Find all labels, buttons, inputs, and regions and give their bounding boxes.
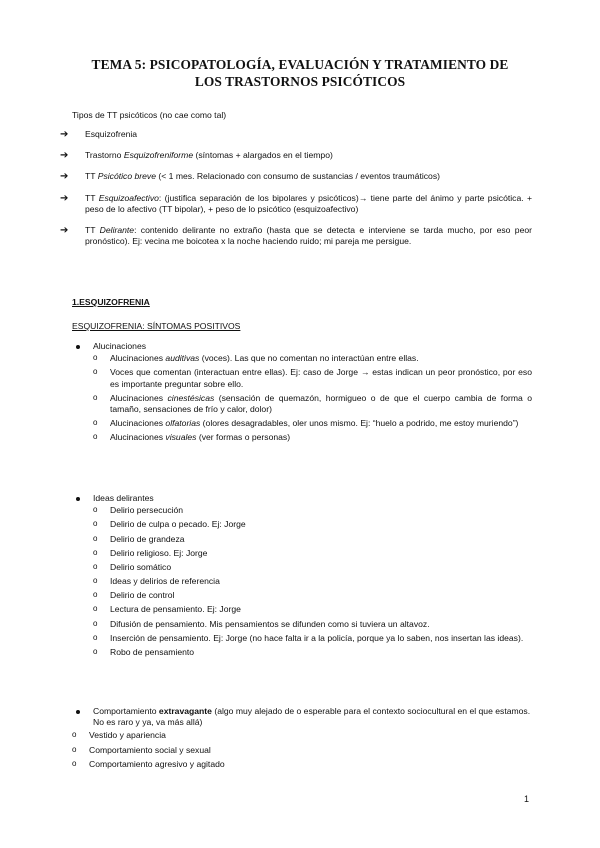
arrow-icon: ➔: [60, 171, 69, 183]
bullet-item: Ideas delirantes o Delirio persecución o Delirio de culpa o pecado. Ej: Jorge o Delirio de grandeza o Delirio religioso. Ej: Jorge o Delirio somático o Ideas y delirios de referencia o Delirio de control o Lectura de pensamiento. Ej: Jorge o Difusión de pensamiento. Mis pensamientos se difunden como si tuviera un altavoz. o Inserción de pensamiento. Ej: Jorge (no hace falta ir a la policía, porque ya lo saben, nos insertan las ideas). o Robo de pensamiento: [72, 493, 532, 658]
list-item: o Alucinaciones olfatorias (olores desagradables, oler unos mismo. Ej: “huelo a podrido, me estoy muriendo”): [93, 418, 519, 429]
list-item: o Ideas y delirios de referencia: [93, 576, 220, 587]
arrow-icon: ➔: [60, 150, 69, 162]
comportamiento-block: [72, 706, 532, 773]
page-title: [60, 56, 540, 90]
bullet-dot-icon: [76, 345, 80, 349]
arrow-icon: ➔: [60, 224, 69, 236]
psychotic-types-list: [60, 129, 532, 257]
list-item: ➔ Trastorno Esquizofreniforme (síntomas + alargados en el tiempo): [60, 150, 333, 162]
bullet-dot-icon: [76, 710, 80, 714]
list-item: o Delirio de control: [93, 590, 175, 601]
list-item: o Delirio de grandeza: [93, 533, 185, 544]
list-item: ➔ Esquizofrenia: [60, 129, 138, 140]
list-item: o Difusión de pensamiento. Mis pensamientos se difunden como si tuviera un altavoz.: [93, 618, 430, 629]
list-item: o Delirio de culpa o pecado. Ej: Jorge: [93, 519, 246, 530]
list-item: ➔ TT Esquizoafectivo: (justifica separación de los bipolares y psicóticos)→ tiene parte del ánimo y parte psicótica. + peso de lo afectivo (TT bipolar), + peso de lo psicótico (esquizoafectivo): [60, 192, 532, 214]
sub-list: [93, 353, 532, 443]
title-line-2: LOS TRASTORNOS PSICÓTICOS: [194, 74, 406, 89]
list-item: o Vestido y apariencia: [72, 730, 166, 741]
bullet-dot-icon: [76, 497, 80, 501]
section-heading: 1.ESQUIZOFRENIA: [72, 297, 150, 307]
arrow-icon: ➔: [60, 192, 69, 204]
bullet-item: Comportamiento extravagante (algo muy alejado de o esperable para el contexto sociocultural en el que estamos. No es raro y ya, va más allá): [72, 706, 532, 728]
list-item: o Robo de pensamiento: [93, 646, 195, 657]
list-item: o Alucinaciones auditivas (voces). Las que no comentan no interactúan entre ellas.: [93, 353, 419, 364]
intro-text: Tipos de TT psicóticos (no cae como tal): [72, 110, 227, 120]
list-item: o Delirio religioso. Ej: Jorge: [93, 547, 208, 558]
bullet-item: Alucinaciones o Alucinaciones auditivas (voces). Las que no comentan no interactúan entre ellas. o Voces que comentan (interactuan entre ellas). Ej: caso de Jorge → estas indican un peor pronóstico, por eso es importante preguntar sobre ello. o Alucinaciones cinestésicas (sensación de quemazón, hormigueo o de que el cuerpo cambia de forma o tamaño, sensaciones de frío y calor, dolor) o Alucinaciones olfatorias (olores desagradables, oler unos mismo. Ej: “huelo a podrido, me estoy muriendo”) o Alucinaciones visuales (ver formas o personas): [72, 341, 532, 443]
title-line-1: TEMA 5: PSICOPATOLOGÍA, EVALUACIÓN Y TRATAMIENTO DE: [91, 57, 509, 72]
sub-list: [93, 505, 532, 658]
list-item: o Delirio persecución: [93, 505, 184, 516]
ideas-delirantes-block: [72, 493, 532, 661]
list-item: ➔ TT Psicótico breve (< 1 mes. Relacionado con consumo de sustancias / eventos traumáticos): [60, 171, 440, 183]
list-item: o Inserción de pensamiento. Ej: Jorge (no hace falta ir a la policía, porque ya lo saben, nos insertan las ideas).: [93, 632, 524, 643]
list-item: o Delirio somático: [93, 561, 172, 572]
list-item: o Alucinaciones visuales (ver formas o personas): [93, 432, 291, 443]
page-number: 1: [524, 794, 530, 804]
list-item: ➔ TT Delirante: contenido delirante no extraño (hasta que se detecta e interviene se tarda mucho, por eso peor pronóstico). Ej: vecina me boicotea x la noche haciendo ruido; mi pareja me persigue.: [60, 224, 532, 247]
alucinaciones-block: [72, 341, 532, 446]
subsection-heading: ESQUIZOFRENIA: SÍNTOMAS POSITIVOS: [72, 321, 241, 331]
sub-list: [72, 730, 532, 770]
arrow-icon: ➔: [60, 129, 69, 140]
list-item: o Comportamiento agresivo y agitado: [72, 758, 225, 769]
list-item: o Comportamiento social y sexual: [72, 744, 211, 755]
list-item: o Alucinaciones cinestésicas (sensación de quemazón, hormigueo o de que el cuerpo cambia de forma o tamaño, sensaciones de frío y calor, dolor): [93, 392, 532, 414]
list-item: o Voces que comentan (interactuan entre ellas). Ej: caso de Jorge → estas indican un peor pronóstico, por eso es importante preguntar sobre ello.: [93, 367, 532, 389]
list-item: o Lectura de pensamiento. Ej: Jorge: [93, 604, 241, 615]
